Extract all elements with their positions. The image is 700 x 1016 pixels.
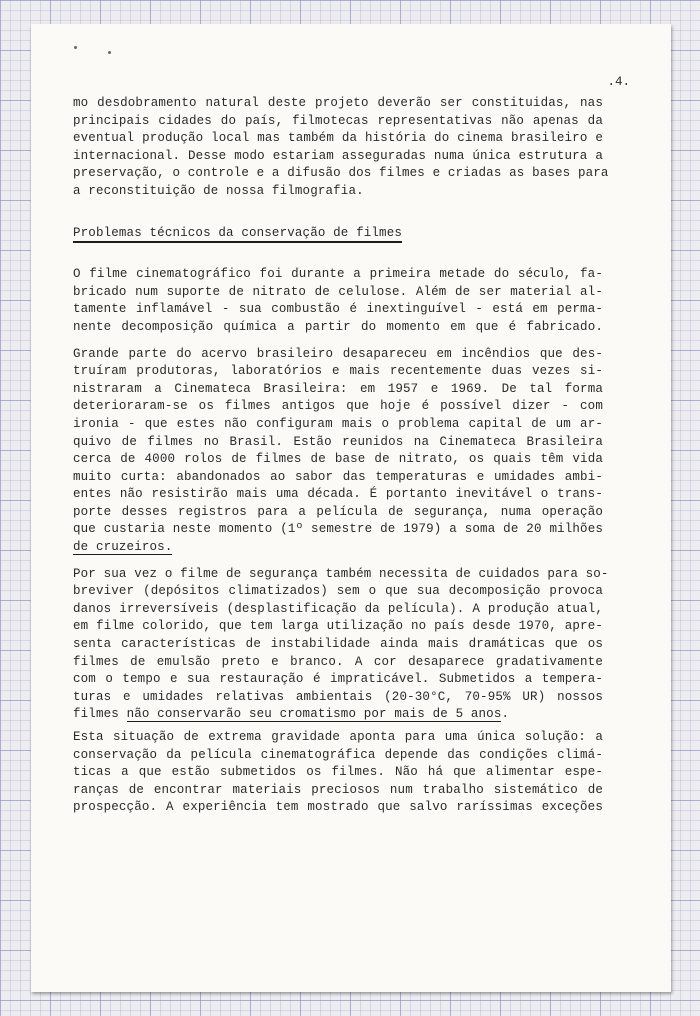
paper-speck <box>108 51 111 54</box>
text-line: senta características de instabilidade ainda mais dramáticas que os <box>73 637 603 652</box>
text-line: O filme cinematográfico foi durante a primeira metade do século, fa- <box>73 267 603 282</box>
text-line: Por sua vez o filme de segurança também necessita de cuidados para so- <box>73 566 609 581</box>
intro-paragraph <box>73 95 609 201</box>
underlined-phrase: de cruzeiros. <box>73 540 173 555</box>
text-line: preservação, o controle e a difusão dos filmes e criadas as bases para <box>73 166 609 181</box>
text-line: a reconstituição de nossa filmografia. <box>73 183 364 198</box>
text-fragment: filmes <box>73 707 127 722</box>
text-line <box>73 539 603 557</box>
paragraph-brazilian-collection <box>73 346 603 557</box>
text-line: turas e umidades relativas ambientais (20-30°C, 70-95% UR) nossos <box>73 689 603 704</box>
text-line: prospecção. A experiência tem mostrado que salvo raríssimas exceções <box>73 800 603 815</box>
text-line: filmes de emulsão preto e branco. A cor desaparece gradativamente <box>73 654 603 669</box>
text-line: truíram produtoras, laboratórios e mais recentemente duas vezes si- <box>73 364 603 379</box>
text-line: nente decomposição química a partir do momento em que é fabricado. <box>73 319 603 334</box>
section-heading: Problemas técnicos da conservação de filmes <box>73 226 402 243</box>
paragraph-safety-film <box>73 566 609 724</box>
text-line: principais cidades do país, filmotecas representativas não apenas da <box>73 113 603 128</box>
text-line: breviver (depósitos climatizados) sem o que sua decomposição provoca <box>73 584 603 599</box>
text-line: deterioraram-se os filmes antigos que hoje é possível dizer - com <box>73 399 603 414</box>
text-line: bricado num suporte de nitrato de celulose. Além de ser material al- <box>73 284 603 299</box>
text-line: internacional. Desse modo estariam asseguradas numa única estrutura a <box>73 148 603 163</box>
text-line: com o tempo e sua restauração é impraticável. Submetidos a tempera- <box>73 672 603 687</box>
text-line: nistraram a Cinemateca Brasileira: em 1957 e 1969. De tal forma <box>73 381 603 396</box>
text-line: ticas a que estão submetidos os filmes. Não há que alimentar espe- <box>73 765 603 780</box>
text-line: porte desses registros para a película de segurança, numa operação <box>73 504 603 519</box>
text-line: que custaria neste momento (1º semestre de 1979) a soma de 20 milhões <box>73 522 603 537</box>
text-line: conservação da película cinematográfica depende das condições climá- <box>73 747 603 762</box>
document-body <box>73 95 609 817</box>
text-line: quivo de filmes no Brasil. Estão reunidos na Cinemateca Brasileira <box>73 434 603 449</box>
text-line: Esta situação de extrema gravidade aponta para uma única solução: a <box>73 730 603 744</box>
text-line: ironia - que estes não configuram mais o problema capital de um ar- <box>73 416 603 431</box>
text-line: ranças de encontrar materiais preciosos num trabalho sistemático de <box>73 782 603 797</box>
paragraph-conclusion <box>73 729 603 817</box>
text-line: tamente inflamável - sua combustão é inextinguível - está em perma- <box>73 302 603 317</box>
text-line: mo desdobramento natural deste projeto deverão ser constituidas, nas <box>73 96 603 110</box>
text-line <box>73 706 603 724</box>
text-line: Grande parte do acervo brasileiro desapareceu em incêndios que des- <box>73 346 603 361</box>
text-line: muito curta: abandonados ao sabor das temperaturas e umidades ambi- <box>73 469 603 484</box>
text-fragment: . <box>501 707 510 722</box>
text-line: cerca de 4000 rolos de filmes de base de nitrato, os quais têm vida <box>73 452 603 467</box>
text-line: danos irreversíveis (desplastificação da película). A produção atual, <box>73 601 603 616</box>
underlined-phrase: não conservarão seu cromatismo por mais de 5 anos <box>126 707 502 722</box>
paragraph-nitrate-film <box>73 266 603 336</box>
paper-speck <box>74 46 77 49</box>
text-line: em filme colorido, que tem larga utilização no país desde 1970, apre- <box>73 619 603 634</box>
text-line: eventual produção local mas também da história do cinema brasileiro e <box>73 131 603 146</box>
page-number: .4. <box>607 75 630 89</box>
text-line: entes não resistirão mais uma década. É portanto inevitável o trans- <box>73 487 603 502</box>
